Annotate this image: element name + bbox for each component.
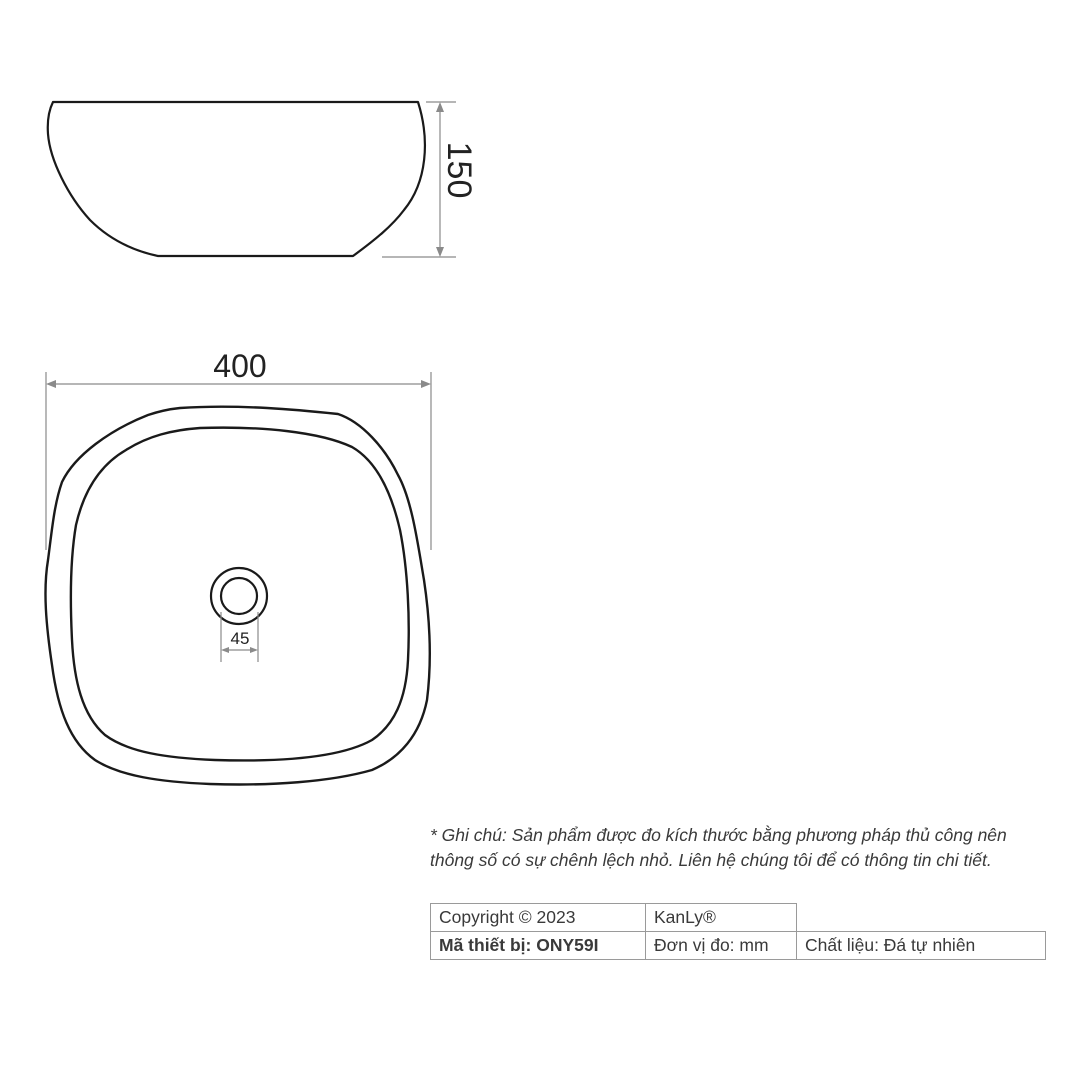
- material-cell: Chất liệu: Đá tự nhiên: [797, 932, 1046, 960]
- side-view-outline: [48, 102, 425, 256]
- top-view-inner-bowl: [71, 428, 409, 761]
- spec-table: [430, 903, 1046, 960]
- copyright-cell: Copyright © 2023: [431, 904, 646, 932]
- table-row: [431, 904, 1046, 932]
- table-row: [431, 932, 1046, 960]
- unit-cell: Đơn vị đo: mm: [646, 932, 797, 960]
- width-dimension: [46, 372, 431, 550]
- width-label: 400: [213, 348, 267, 384]
- drain-label: 45: [230, 629, 250, 648]
- empty-cell: [797, 904, 1046, 932]
- brand-cell: KanLy®: [646, 904, 797, 932]
- model-cell: Mã thiết bị: ONY59I: [431, 932, 646, 960]
- height-label: 150: [440, 141, 478, 199]
- drain-inner-ring: [221, 578, 257, 614]
- note-text: * Ghi chú: Sản phẩm được đo kích thước bằng phương pháp thủ công nên thông số có sự chênh lệch nhỏ. Liên hệ chúng tôi để có thông tin chi tiết.: [430, 825, 1007, 870]
